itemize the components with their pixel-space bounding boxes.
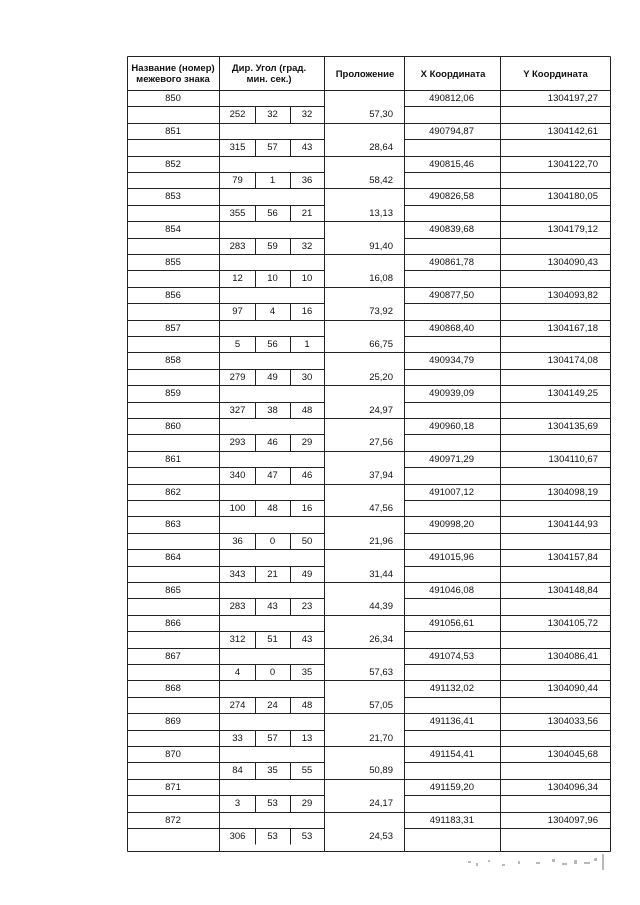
point-name: 854 [165,224,181,235]
angle-minutes: 59 [267,241,278,252]
segment-length: 58,42 [369,175,393,186]
angle-seconds: 10 [301,273,313,284]
angle-minutes: 43 [267,601,278,612]
angle-minutes: 35 [267,765,278,776]
angle-seconds: 55 [301,765,313,776]
x-coordinate: 490998,20 [429,519,474,530]
y-coordinate: 1304086,41 [547,651,598,662]
angle-degrees: 312 [229,634,246,645]
x-coordinate: 490826,58 [429,191,474,202]
y-coordinate: 1304179,12 [547,224,598,235]
angle-degrees: 36 [232,536,243,547]
angle-degrees: 355 [229,208,246,219]
angle-minutes: 51 [267,634,278,645]
point-name: 864 [165,552,181,563]
angle-minutes: 0 [269,536,276,547]
point-name: 851 [165,126,181,137]
y-coordinate: 1304090,44 [547,683,598,694]
x-coordinate: 490939,09 [429,388,474,399]
x-coordinate: 491015,96 [429,552,474,563]
segment-length: 25,20 [369,372,393,383]
header-length: Проложение [335,68,395,80]
y-coordinate: 1304144,93 [547,519,598,530]
header-y-coordinate: Y Координата [523,68,588,80]
x-coordinate: 490934,79 [429,355,474,366]
point-name: 850 [165,93,181,104]
y-coordinate: 1304174,08 [547,355,598,366]
angle-degrees: 279 [229,372,246,383]
x-coordinate: 490839,68 [429,224,474,235]
angle-minutes: 53 [267,798,278,809]
point-name: 857 [165,323,181,334]
y-coordinate: 1304098,19 [547,487,598,498]
angle-degrees: 84 [232,765,243,776]
segment-length: 16,08 [369,273,393,284]
x-coordinate: 491183,31 [429,815,474,826]
segment-length: 50,89 [369,765,393,776]
angle-minutes: 4 [269,306,276,317]
angle-seconds: 21 [301,208,313,219]
header-point-name: Название (номер) межевого знака [131,63,215,85]
angle-seconds: 23 [301,601,313,612]
angle-degrees: 340 [229,470,246,481]
x-coordinate: 490877,50 [429,290,474,301]
angle-minutes: 38 [267,405,278,416]
x-coordinate: 491046,08 [429,585,474,596]
x-coordinate: 491136,41 [429,716,474,727]
segment-length: 57,63 [369,667,393,678]
angle-degrees: 252 [229,109,246,120]
y-coordinate: 1304090,43 [547,257,598,268]
angle-seconds: 36 [301,175,313,186]
segment-length: 24,97 [369,405,393,416]
y-coordinate: 1304105,72 [547,618,598,629]
x-coordinate: 491074,53 [429,651,474,662]
angle-seconds: 48 [301,700,313,711]
angle-seconds: 43 [301,142,313,153]
y-coordinate: 1304142,61 [547,126,598,137]
angle-minutes: 57 [267,142,278,153]
segment-length: 28,64 [369,142,393,153]
point-name: 862 [165,487,181,498]
point-name: 870 [165,749,181,760]
angle-minutes: 48 [267,503,278,514]
angle-seconds: 50 [301,536,313,547]
angle-minutes: 0 [269,667,276,678]
y-coordinate: 1304167,18 [547,323,598,334]
segment-length: 26,34 [369,634,393,645]
segment-length: 37,94 [369,470,393,481]
y-coordinate: 1304096,34 [547,782,598,793]
angle-minutes: 1 [269,175,276,186]
y-coordinate: 1304110,67 [548,454,598,465]
coordinates-table [127,56,611,852]
angle-degrees: 283 [229,601,246,612]
angle-seconds: 29 [301,437,313,448]
angle-seconds: 49 [301,569,313,580]
point-name: 869 [165,716,181,727]
angle-seconds: 46 [301,470,313,481]
angle-degrees: 100 [229,503,246,514]
angle-degrees: 327 [229,405,246,416]
point-name: 860 [165,421,181,432]
segment-length: 57,05 [369,700,393,711]
angle-degrees: 5 [234,339,241,350]
angle-seconds: 48 [301,405,313,416]
angle-seconds: 53 [301,831,313,842]
angle-degrees: 3 [234,798,241,809]
x-coordinate: 491007,12 [429,487,474,498]
point-name: 855 [165,257,181,268]
angle-seconds: 13 [301,733,313,744]
angle-degrees: 12 [232,273,243,284]
header-direction-angle: Дир. Угол (град. мин. сек.) [231,63,307,85]
angle-minutes: 10 [267,273,278,284]
y-coordinate: 1304197,27 [547,93,598,104]
angle-minutes: 21 [267,569,278,580]
angle-degrees: 343 [229,569,246,580]
angle-minutes: 32 [267,109,278,120]
y-coordinate: 1304135,69 [547,421,598,432]
y-coordinate: 1304122,70 [547,159,598,170]
angle-degrees: 274 [229,700,246,711]
angle-minutes: 49 [267,372,278,383]
x-coordinate: 491154,41 [429,749,474,760]
angle-minutes: 46 [267,437,278,448]
y-coordinate: 1304093,82 [547,290,598,301]
point-name: 858 [165,355,181,366]
segment-length: 44,39 [369,601,393,612]
segment-length: 27,56 [369,437,393,448]
point-name: 856 [165,290,181,301]
point-name: 866 [165,618,181,629]
x-coordinate: 491132,02 [429,683,474,694]
point-name: 852 [165,159,181,170]
segment-length: 73,92 [369,306,393,317]
angle-minutes: 57 [267,733,278,744]
y-coordinate: 1304033,56 [547,716,598,727]
scan-noise-mark [466,852,611,874]
point-name: 867 [165,651,181,662]
angle-minutes: 56 [267,339,278,350]
x-coordinate: 490794,87 [429,126,474,137]
segment-length: 47,56 [369,503,393,514]
point-name: 872 [165,815,181,826]
angle-seconds: 16 [301,503,313,514]
x-coordinate: 490861,78 [429,257,474,268]
segment-length: 21,96 [369,536,393,547]
angle-minutes: 56 [267,208,278,219]
y-coordinate: 1304180,05 [547,191,598,202]
x-coordinate: 490868,40 [429,323,474,334]
y-coordinate: 1304148,84 [547,585,598,596]
angle-seconds: 32 [301,241,313,252]
point-name: 863 [165,519,181,530]
segment-length: 13,13 [369,208,393,219]
angle-seconds: 30 [301,372,313,383]
y-coordinate: 1304045,68 [547,749,598,760]
segment-length: 31,44 [369,569,393,580]
segment-length: 21,70 [369,733,393,744]
point-name: 859 [165,388,181,399]
x-coordinate: 490960,18 [429,421,474,432]
angle-seconds: 32 [301,109,313,120]
angle-seconds: 35 [301,667,313,678]
angle-degrees: 283 [229,241,246,252]
y-coordinate: 1304097,96 [547,815,598,826]
point-name: 861 [165,454,181,465]
point-name: 871 [165,782,181,793]
x-coordinate: 490815,46 [429,159,474,170]
angle-degrees: 293 [229,437,246,448]
x-coordinate: 491159,20 [429,782,474,793]
point-name: 865 [165,585,181,596]
angle-degrees: 4 [234,667,241,678]
segment-length: 91,40 [369,241,393,252]
angle-degrees: 306 [229,831,246,842]
y-coordinate: 1304157,84 [547,552,598,563]
point-name: 868 [165,683,181,694]
angle-minutes: 24 [267,700,278,711]
x-coordinate: 490971,29 [429,454,474,465]
angle-degrees: 97 [232,306,243,317]
y-coordinate: 1304149,25 [547,388,598,399]
x-coordinate: 490812,06 [429,93,474,104]
segment-length: 24,17 [369,798,393,809]
angle-minutes: 47 [267,470,278,481]
x-coordinate: 491056,61 [429,618,474,629]
segment-length: 24,53 [369,831,393,842]
angle-degrees: 79 [232,175,243,186]
angle-degrees: 315 [229,142,246,153]
angle-seconds: 29 [301,798,313,809]
angle-seconds: 1 [304,339,310,350]
point-name: 853 [165,191,181,202]
angle-seconds: 43 [301,634,313,645]
angle-degrees: 33 [232,733,243,744]
segment-length: 57,30 [369,109,393,120]
angle-minutes: 53 [267,831,278,842]
segment-length: 66,75 [369,339,393,350]
header-x-coordinate: X Координата [420,68,486,80]
angle-seconds: 16 [301,306,313,317]
